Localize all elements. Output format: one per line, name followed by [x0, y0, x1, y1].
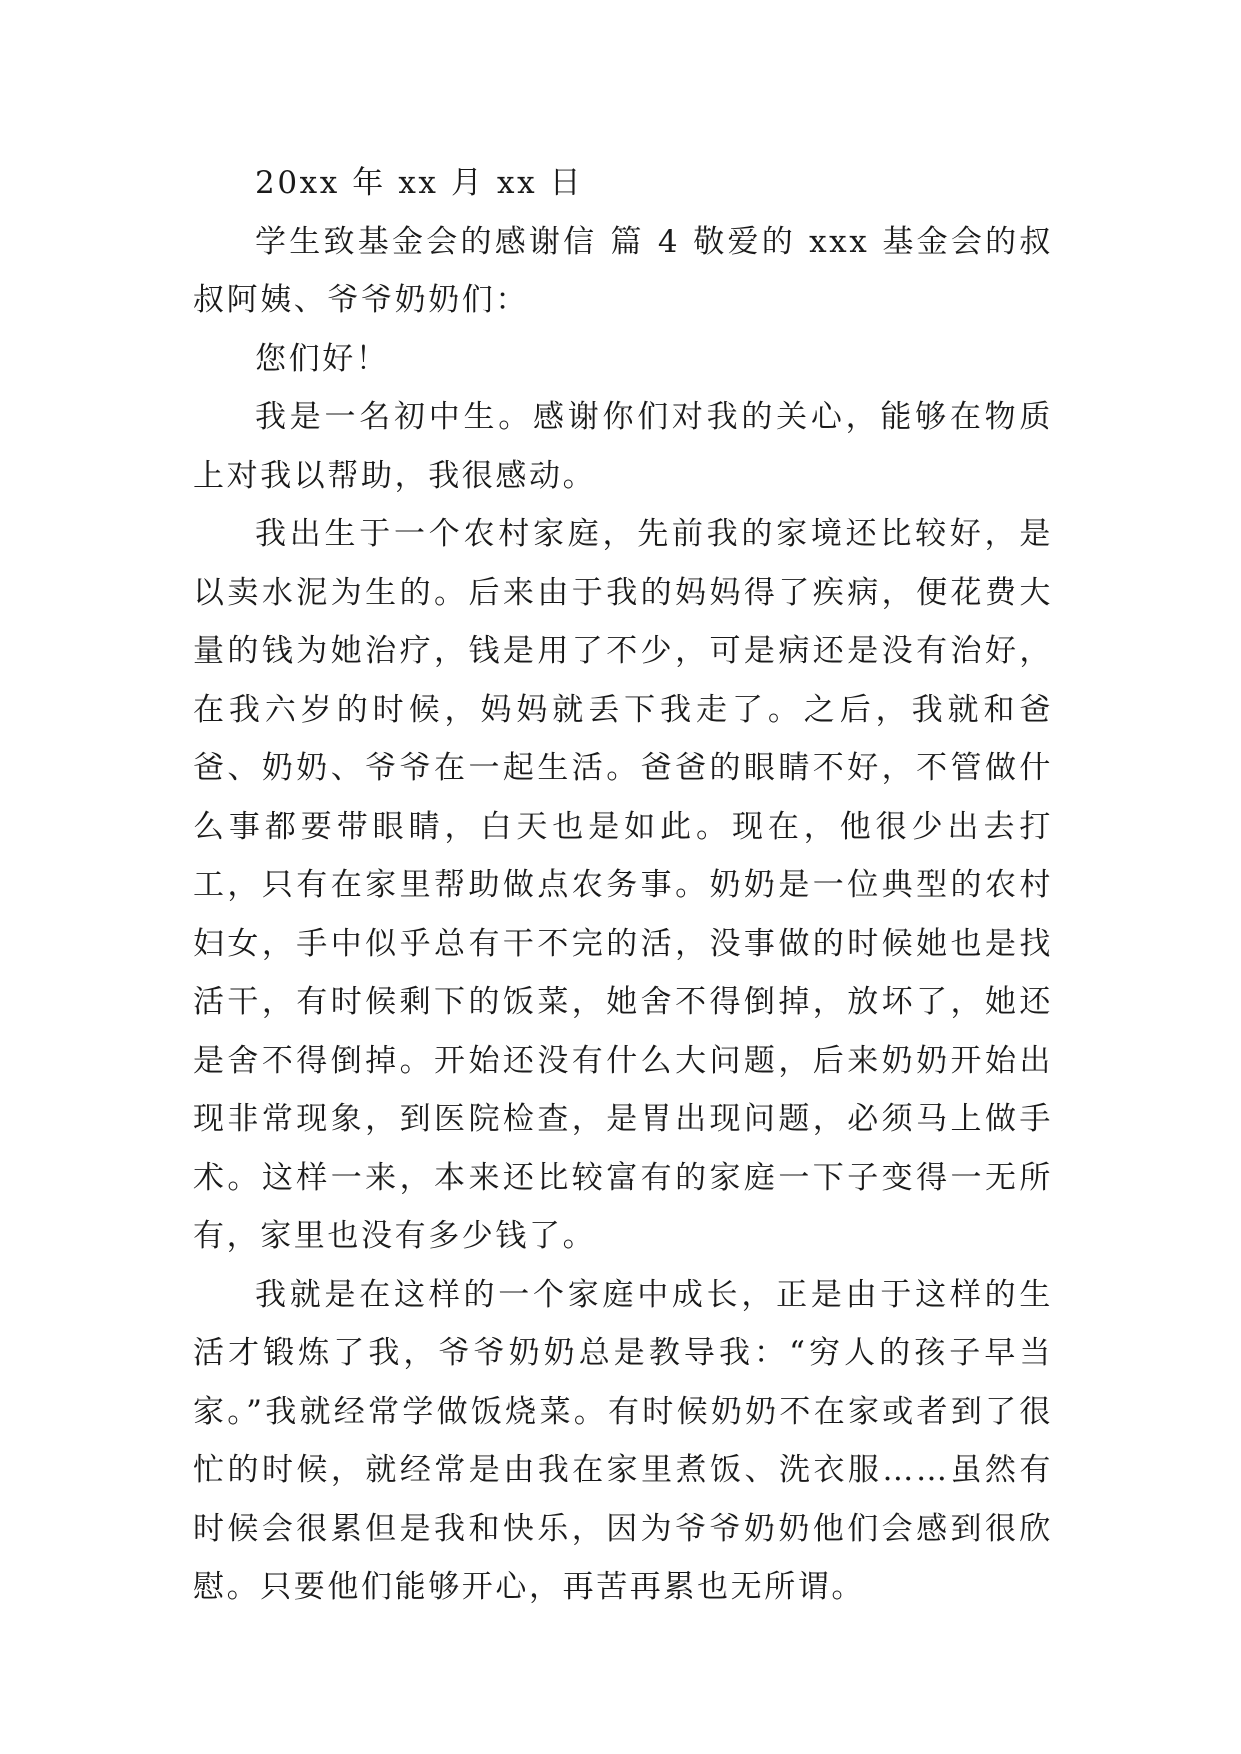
date-line: 20xx 年 xx 月 xx 日 — [255, 165, 584, 201]
greeting: 您们好！ — [255, 340, 390, 377]
paragraph-family: 我出生于一个农村家庭，先前我的家境还比较好，是以卖水泥为生的。后来由于我的妈妈得了疾病，便花费大量的钱为她治疗，钱是用了不少，可是病还是没有治好，在我六岁的时候，妈妈就丢下我走了。之后，我就和爸爸、奶奶、爷爷在一起生活。爸爸的眼睛不好，不管做什么事都要带眼睛，白天也是如此。现在，他很少出去打工，只有在家里帮助做点农务事。奶奶是一位典型的农村妇女，手中似乎总有干不完的活，没事做的时候她也是找活干，有时候剩下的饭菜，她舍不得倒掉，放坏了，她还是舍不得倒掉。开始还没有什么大问题，后来奶奶开始出现非常现象，到医院检查，是胃出现问题，必须马上做手术。这样一来，本来还比较富有的家庭一下子变得一无所有，家里也没有多少钱了。 — [193, 516, 1053, 1254]
letter-heading: 学生致基金会的感谢信 篇 4 敬爱的 xxx 基金会的叔叔阿姨、爷爷奶奶们： — [193, 223, 1053, 318]
paragraph-growth: 我就是在这样的一个家庭中成长，正是由于这样的生活才锻炼了我，爷爷奶奶总是教导我：“穷人的孩子早当家。”我就经常学做饭烧菜。有时候奶奶不在家或者到了很忙的时候，就经常是由我在家里煮饭、洗衣服……虽然有时候会很累但是我和快乐，因为爷爷奶奶他们会感到很欣慰。只要他们能够开心，再苦再累也无所谓。 — [193, 1276, 1053, 1605]
paragraph-intro: 我是一名初中生。感谢你们对我的关心，能够在物质上对我以帮助，我很感动。 — [193, 399, 1053, 494]
letter-page — [193, 154, 1053, 1617]
